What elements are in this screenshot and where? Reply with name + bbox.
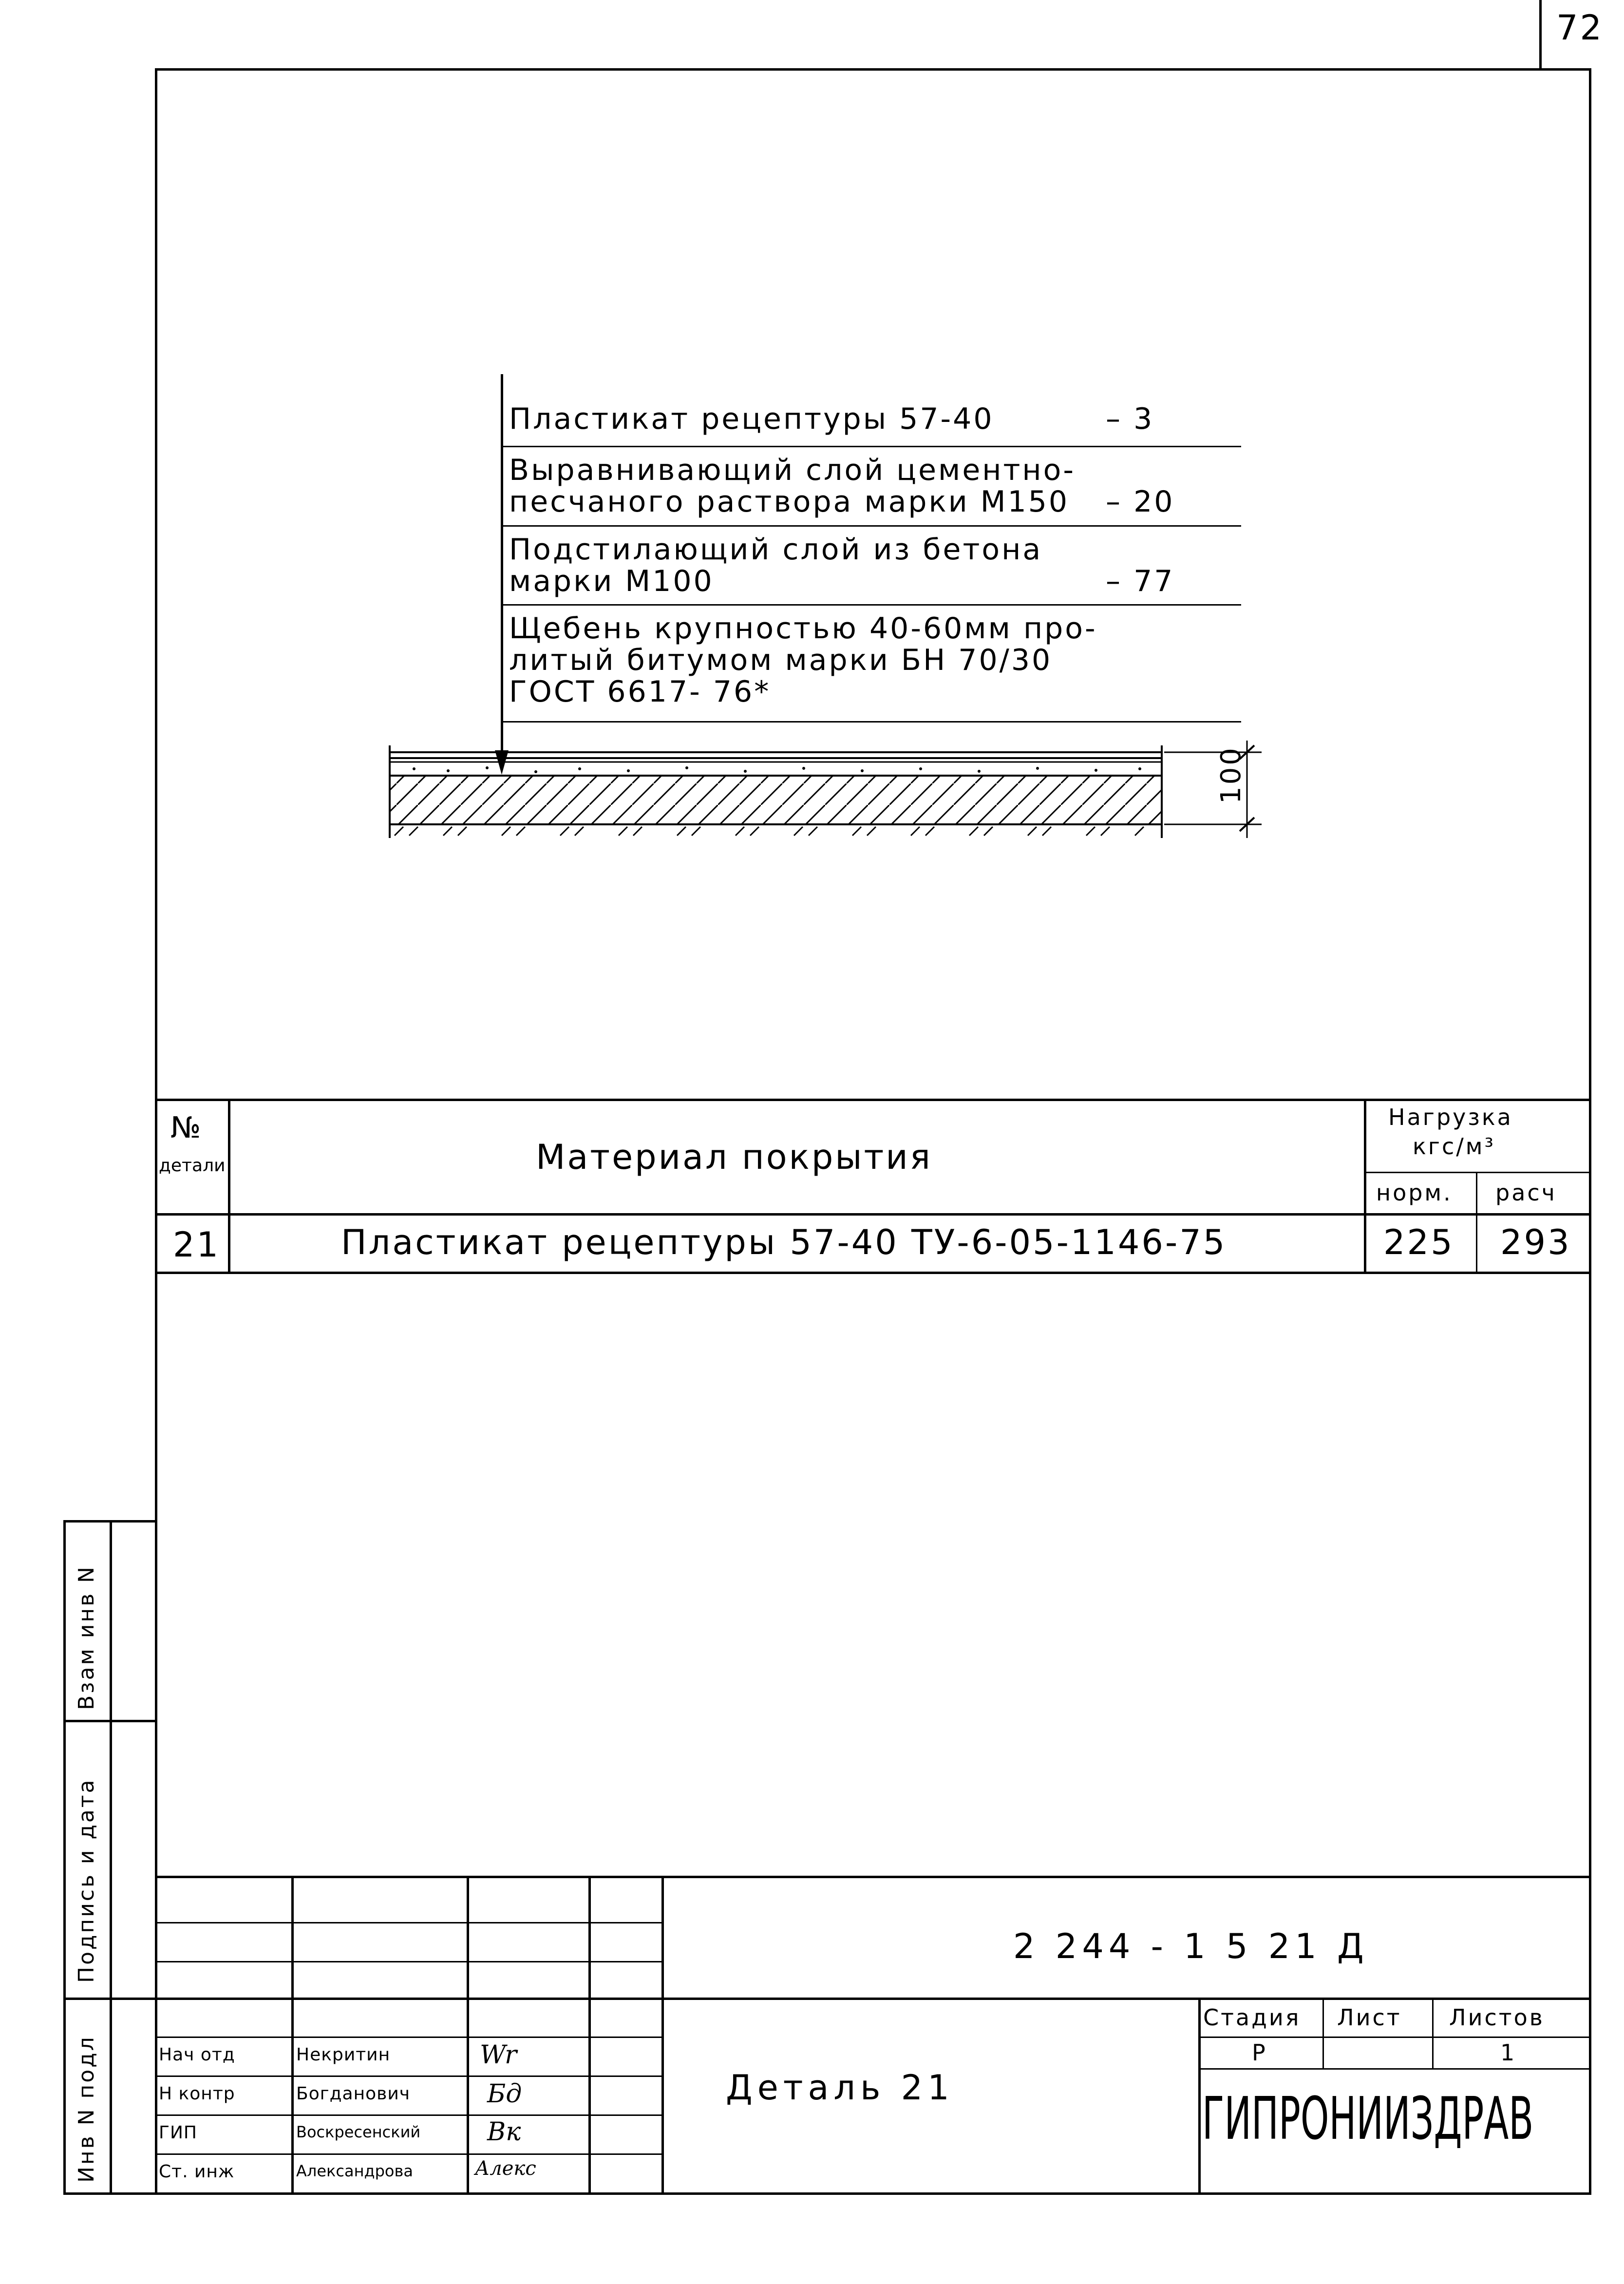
tb-sig-line-2: [155, 2075, 661, 2077]
tb-stage-line-2: [1198, 2068, 1589, 2070]
frame-left: [155, 68, 157, 2193]
header-load: Нагрузка: [1388, 1104, 1513, 1130]
layer-2-line1: Выравнивающий слой цементно-: [509, 453, 1076, 487]
tb-sig-line-3: [155, 2114, 661, 2116]
layer-4-line2: литый битумом марки БН 70/30: [509, 643, 1053, 677]
tb-top: [155, 1876, 1590, 1878]
header-norm: норм.: [1376, 1180, 1453, 1206]
row-norm: 225: [1383, 1222, 1454, 1262]
org-name: ГИПРОНИИЗДРАВ: [1202, 2085, 1534, 2153]
stage-value: Р: [1252, 2039, 1267, 2066]
signature-2: Бд: [487, 2079, 522, 2109]
doc-code: 2 244 - 1 5 21 Д: [1013, 1926, 1369, 1966]
col-norm-divider: [1476, 1172, 1477, 1272]
header-calc: расч: [1495, 1180, 1557, 1206]
layer-3-divider: [501, 604, 1241, 606]
row-calc: 293: [1500, 1222, 1571, 1262]
tb-col-1: [291, 1876, 294, 2192]
sig-role-3: ГИП: [159, 2123, 197, 2143]
layer-2-line2: песчаного раствора марки М150: [509, 485, 1070, 519]
header-no-detail: детали: [159, 1156, 226, 1176]
tb-col-2: [467, 1876, 469, 2192]
tb-rev-line-2: [155, 1961, 661, 1962]
header-load-unit: кгс/м³: [1413, 1133, 1495, 1160]
table-header-bottom: [155, 1213, 1590, 1216]
sig-role-4: Ст. инж: [159, 2162, 235, 2182]
tb-sig-line-4: [155, 2153, 661, 2155]
col-material-divider: [1364, 1099, 1366, 1272]
side-label-sign: Подпись и дата: [74, 1778, 99, 1983]
frame-bottom: [63, 2192, 1591, 2195]
side-outer-line: [63, 1520, 66, 2192]
tb-rev-line-1: [155, 1922, 661, 1923]
side-inner-line: [110, 1520, 112, 2192]
sig-name-1: Некритин: [296, 2045, 391, 2065]
layer-4-divider: [501, 721, 1241, 723]
layer-3-thickness: – 77: [1106, 564, 1175, 598]
leader-line: [501, 374, 503, 764]
tb-stage-left: [1198, 1998, 1201, 2192]
sheets-value: 1: [1500, 2039, 1517, 2066]
side-label-inv: Инв N подл: [74, 2035, 99, 2183]
floor-section-drawing: [375, 741, 1276, 887]
tb-col-4: [661, 1876, 664, 2192]
col-no-divider: [228, 1099, 230, 1272]
signature-4: Алекс: [475, 2157, 536, 2180]
sheets-label: Листов: [1449, 2004, 1545, 2031]
tb-stage-line-1: [1198, 2037, 1589, 2038]
layer-1-label: Пластикат рецептуры 57-40: [509, 402, 994, 436]
side-top: [63, 1520, 156, 1523]
sheet-number: 72: [1556, 8, 1604, 48]
sig-role-1: Нач отд: [159, 2045, 235, 2065]
sig-name-3: Воскресенский: [296, 2123, 421, 2141]
header-material: Материал покрытия: [536, 1137, 932, 1177]
sheet-number-divider: [1539, 0, 1542, 68]
row-no: 21: [173, 1225, 221, 1265]
header-no: №: [170, 1111, 203, 1145]
signature-3: Вк: [487, 2117, 521, 2147]
tb-stage-div-2: [1432, 1998, 1434, 2068]
sig-name-2: Богданович: [296, 2084, 411, 2104]
dimension-label: 100: [1215, 746, 1247, 804]
layer-4-line1: Щебень крупностью 40-60мм про-: [509, 611, 1097, 646]
sig-role-2: Н контр: [159, 2084, 235, 2104]
sig-name-4: Александрова: [296, 2162, 413, 2180]
doc-title: Деталь 21: [726, 2068, 954, 2108]
tb-stage-div-1: [1322, 1998, 1324, 2068]
frame-top: [155, 68, 1590, 71]
side-label-vzam: Взам инв N: [74, 1565, 99, 1710]
row-material: Пластикат рецептуры 57-40 ТУ-6-05-1146-75: [341, 1222, 1227, 1262]
layer-3-line2: марки М100: [509, 564, 714, 598]
tb-sig-line-1: [155, 2037, 661, 2038]
sheet-label: Лист: [1337, 2004, 1402, 2031]
side-div-1: [63, 1720, 156, 1722]
layer-3-line1: Подстилающий слой из бетона: [509, 533, 1043, 567]
layer-2-thickness: – 20: [1106, 485, 1175, 519]
frame-right: [1589, 68, 1591, 2193]
layer-1-divider: [501, 446, 1241, 447]
layer-1-thickness: – 3: [1106, 402, 1154, 436]
tb-mid: [155, 1998, 1590, 2000]
tb-col-3: [588, 1876, 591, 2192]
signature-1: Wr: [480, 2040, 517, 2070]
side-div-2: [63, 1998, 156, 2000]
table-row-bottom: [155, 1272, 1590, 1274]
layer-2-divider: [501, 525, 1241, 527]
table-top: [155, 1099, 1590, 1101]
stage-label: Стадия: [1203, 2004, 1301, 2031]
layer-4-line3: ГОСТ 6617- 76*: [509, 675, 771, 709]
